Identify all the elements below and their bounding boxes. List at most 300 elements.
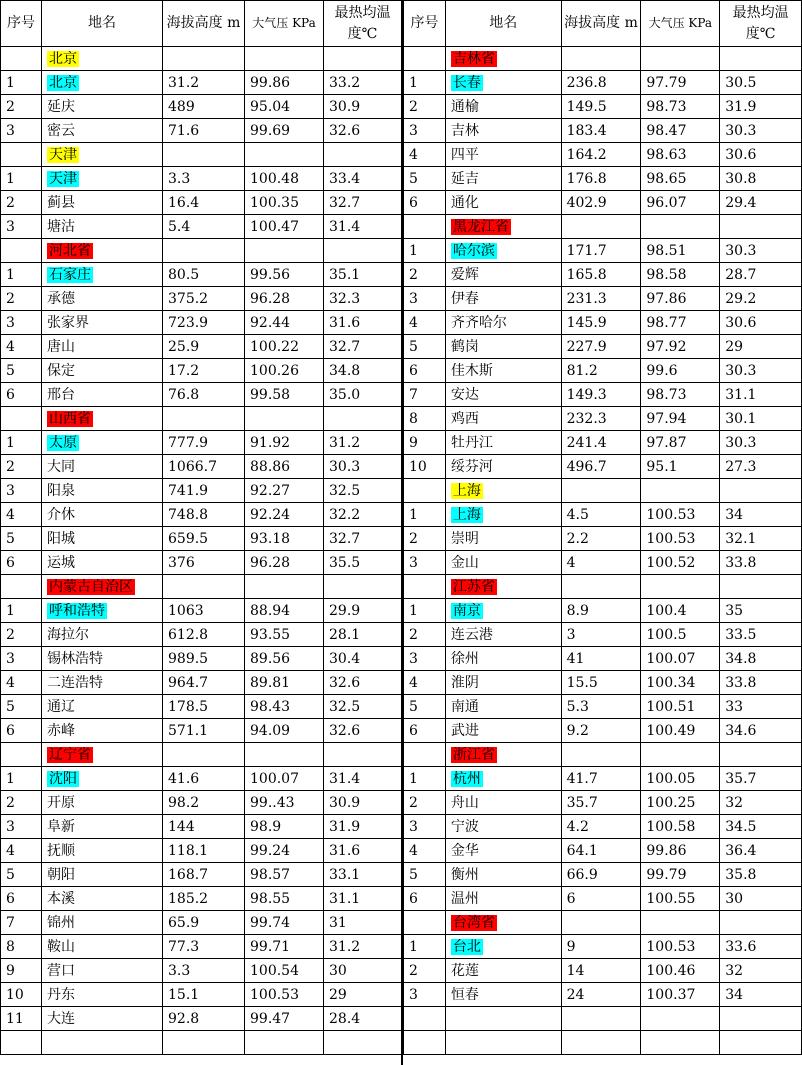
cell-text: 1 bbox=[6, 74, 15, 91]
cell-alt bbox=[163, 743, 245, 767]
cell-t bbox=[324, 551, 402, 575]
table-row bbox=[1, 1007, 402, 1031]
cell-p bbox=[641, 167, 720, 191]
cell-text: 花莲 bbox=[450, 962, 479, 979]
cell-alt bbox=[561, 887, 641, 911]
table-row bbox=[404, 119, 802, 143]
cell-p bbox=[245, 887, 324, 911]
cell-alt bbox=[163, 119, 245, 143]
cell-text: 96.28 bbox=[250, 554, 291, 571]
cell-t bbox=[720, 311, 802, 335]
cell-text: 185.2 bbox=[168, 890, 209, 907]
cell-text: 宁波 bbox=[450, 818, 479, 835]
region-header-row bbox=[404, 743, 802, 767]
cell-p bbox=[641, 383, 720, 407]
station-name bbox=[445, 959, 561, 983]
cell-p bbox=[245, 503, 324, 527]
cell-seq bbox=[1, 503, 42, 527]
cell-p bbox=[641, 911, 720, 935]
cell-seq bbox=[1, 647, 42, 671]
table-row bbox=[404, 767, 802, 791]
cell-seq bbox=[404, 95, 446, 119]
cell-alt bbox=[561, 791, 641, 815]
table-row bbox=[1, 167, 402, 191]
cell-alt bbox=[163, 335, 245, 359]
cell-t bbox=[720, 287, 802, 311]
station-name bbox=[445, 599, 561, 623]
cell-text: 31.4 bbox=[329, 770, 361, 787]
cell-alt bbox=[561, 815, 641, 839]
cell-t bbox=[720, 935, 802, 959]
blank-row bbox=[404, 1007, 802, 1031]
cell-text: 伊春 bbox=[450, 290, 479, 307]
cell-text: 35.7 bbox=[566, 794, 598, 811]
cell-t bbox=[324, 719, 402, 743]
region-header-row bbox=[1, 143, 402, 167]
cell-seq bbox=[1, 383, 42, 407]
station-name bbox=[42, 719, 163, 743]
cell-text: 100.48 bbox=[250, 170, 299, 187]
cell-text: 4 bbox=[566, 554, 576, 571]
cell-alt bbox=[561, 311, 641, 335]
cell-t bbox=[324, 575, 402, 599]
cell-text: 5.3 bbox=[566, 698, 589, 715]
cell-text: 32.7 bbox=[329, 338, 361, 355]
cell-text: 100.53 bbox=[646, 506, 696, 523]
station-name bbox=[445, 431, 561, 455]
station-name bbox=[42, 935, 163, 959]
cell-text: 31.1 bbox=[329, 890, 361, 907]
cell-text: 35.0 bbox=[329, 386, 361, 403]
station-name bbox=[445, 287, 561, 311]
cell-text: 5 bbox=[409, 170, 418, 187]
climate-table-left bbox=[0, 0, 402, 1055]
table-row bbox=[404, 791, 802, 815]
table-row bbox=[404, 647, 802, 671]
cell-alt bbox=[163, 695, 245, 719]
station-name bbox=[445, 359, 561, 383]
cell-alt bbox=[163, 479, 245, 503]
header-seq: 序号 bbox=[1, 1, 42, 47]
station-name bbox=[42, 839, 163, 863]
cell-text: 蓟县 bbox=[47, 194, 75, 211]
cell-text: 168.7 bbox=[168, 866, 209, 883]
cell-text: 4 bbox=[6, 842, 15, 859]
cell-text: 天津 bbox=[49, 170, 77, 187]
cell-p bbox=[641, 647, 720, 671]
cell-text: 98.2 bbox=[168, 794, 200, 811]
cell-text: 10 bbox=[409, 458, 427, 475]
cell-seq bbox=[404, 959, 446, 983]
cell-seq bbox=[404, 503, 446, 527]
table-row bbox=[404, 71, 802, 95]
cell-p bbox=[245, 767, 324, 791]
station-name bbox=[42, 911, 163, 935]
cell-text: 舟山 bbox=[450, 794, 479, 811]
cell-text: 山西省 bbox=[49, 410, 91, 427]
cell-p bbox=[641, 959, 720, 983]
cell-text: 95.04 bbox=[250, 98, 291, 115]
cell-text: 99.79 bbox=[646, 866, 687, 883]
cell-text: 748.8 bbox=[168, 506, 209, 523]
cell-text: 32.7 bbox=[329, 530, 361, 547]
station-name bbox=[42, 671, 163, 695]
table-row bbox=[1, 599, 402, 623]
cell-seq bbox=[404, 551, 446, 575]
cell-text: 2 bbox=[6, 290, 15, 307]
cell-text: 29.2 bbox=[725, 290, 757, 307]
cell-seq bbox=[404, 647, 446, 671]
station-name bbox=[42, 359, 163, 383]
cell-alt bbox=[163, 95, 245, 119]
cell-t bbox=[324, 935, 402, 959]
cell-alt bbox=[561, 95, 641, 119]
table-row bbox=[404, 935, 802, 959]
cell-text: 爱辉 bbox=[450, 266, 479, 283]
cell-seq bbox=[1, 575, 42, 599]
cell-text: 1 bbox=[6, 770, 15, 787]
cell-p bbox=[245, 455, 324, 479]
cell-text: 32.2 bbox=[329, 506, 361, 523]
cell-seq bbox=[404, 791, 446, 815]
cell-text: 145.9 bbox=[566, 314, 607, 331]
cell-text: 99.71 bbox=[250, 938, 291, 955]
cell-t bbox=[720, 839, 802, 863]
cell-seq bbox=[1, 191, 42, 215]
cell-text: 93.55 bbox=[250, 626, 291, 643]
cell-text: 塘沽 bbox=[47, 218, 75, 235]
cell-text: 100.07 bbox=[250, 770, 299, 787]
cell-t bbox=[720, 815, 802, 839]
cell-seq bbox=[1, 215, 42, 239]
cell-alt bbox=[561, 671, 641, 695]
cell-seq bbox=[404, 743, 446, 767]
cell-alt bbox=[561, 143, 641, 167]
cell-seq bbox=[404, 719, 446, 743]
station-name bbox=[445, 719, 561, 743]
cell-text: 88.86 bbox=[250, 458, 291, 475]
cell-text: 2 bbox=[409, 626, 418, 643]
cell-p bbox=[641, 863, 720, 887]
cell-t bbox=[324, 143, 402, 167]
cell-text: 97.94 bbox=[646, 410, 687, 427]
station-name bbox=[445, 623, 561, 647]
region-name bbox=[445, 743, 561, 767]
cell-t bbox=[720, 263, 802, 287]
cell-text: 64.1 bbox=[566, 842, 598, 859]
cell-text: 100.52 bbox=[646, 554, 696, 571]
table-row bbox=[404, 455, 802, 479]
cell-text: 30.3 bbox=[725, 122, 757, 139]
cell-text: 30.6 bbox=[725, 146, 757, 163]
cell-t bbox=[720, 911, 802, 935]
cell-text: 31.2 bbox=[168, 74, 200, 91]
cell-seq bbox=[1, 335, 42, 359]
cell-text: 100.05 bbox=[646, 770, 696, 787]
cell-alt bbox=[163, 719, 245, 743]
cell-text: 571.1 bbox=[168, 722, 209, 739]
table-row bbox=[1, 839, 402, 863]
cell-t bbox=[324, 599, 402, 623]
cell-p bbox=[641, 95, 720, 119]
cell-text: 阳城 bbox=[47, 530, 75, 547]
cell-text: 1 bbox=[6, 602, 15, 619]
cell-text: 80.5 bbox=[168, 266, 200, 283]
cell-t bbox=[324, 959, 402, 983]
cell-alt bbox=[163, 287, 245, 311]
cell-t bbox=[324, 743, 402, 767]
cell-alt bbox=[561, 215, 641, 239]
table-row bbox=[404, 431, 802, 455]
cell-t bbox=[324, 335, 402, 359]
cell-text: 唐山 bbox=[47, 338, 75, 355]
cell-text: 6 bbox=[6, 386, 15, 403]
cell-text: 3.3 bbox=[168, 170, 191, 187]
cell-t bbox=[324, 911, 402, 935]
cell-text: 31.2 bbox=[329, 938, 361, 955]
cell-p bbox=[641, 887, 720, 911]
region-name bbox=[42, 743, 163, 767]
cell-alt bbox=[561, 1031, 641, 1055]
cell-text: 92.24 bbox=[250, 506, 291, 523]
cell-seq bbox=[404, 455, 446, 479]
cell-text: 3 bbox=[409, 554, 418, 571]
station-name bbox=[42, 983, 163, 1007]
cell-p bbox=[641, 311, 720, 335]
cell-text: 3 bbox=[409, 122, 418, 139]
cell-text: 6 bbox=[566, 890, 576, 907]
cell-seq bbox=[404, 215, 446, 239]
cell-seq bbox=[404, 71, 446, 95]
cell-text: 32.6 bbox=[329, 122, 361, 139]
cell-p bbox=[641, 551, 720, 575]
cell-t bbox=[720, 983, 802, 1007]
cell-text: 97.79 bbox=[646, 74, 687, 91]
cell-text: 95.1 bbox=[646, 458, 678, 475]
cell-text: 32.6 bbox=[329, 674, 361, 691]
cell-text: 1066.7 bbox=[168, 458, 217, 475]
cell-text: 邢台 bbox=[47, 386, 75, 403]
cell-alt bbox=[561, 1007, 641, 1031]
cell-text: 31.4 bbox=[329, 218, 361, 235]
cell-text: 100.26 bbox=[250, 362, 299, 379]
station-name bbox=[42, 167, 163, 191]
cell-p bbox=[641, 575, 720, 599]
table-row bbox=[404, 335, 802, 359]
cell-text: 4 bbox=[409, 314, 418, 331]
station-name bbox=[42, 527, 163, 551]
cell-t bbox=[720, 335, 802, 359]
cell-text: 保定 bbox=[47, 362, 75, 379]
cell-seq bbox=[1, 455, 42, 479]
cell-p bbox=[641, 1031, 720, 1055]
cell-text: 34.8 bbox=[725, 650, 757, 667]
header-pressure: 大气压 KPa bbox=[245, 1, 324, 47]
cell-alt bbox=[561, 527, 641, 551]
cell-text: 97.87 bbox=[646, 434, 687, 451]
cell-text: 41 bbox=[566, 650, 585, 667]
table-row bbox=[404, 191, 802, 215]
cell-p bbox=[245, 215, 324, 239]
cell-p bbox=[641, 335, 720, 359]
cell-text: 32.6 bbox=[329, 722, 361, 739]
cell-p bbox=[245, 479, 324, 503]
cell-seq bbox=[1, 95, 42, 119]
cell-seq bbox=[1, 527, 42, 551]
cell-text: 4 bbox=[409, 674, 418, 691]
station-name bbox=[445, 239, 561, 263]
cell-text: 6 bbox=[6, 722, 15, 739]
table-row bbox=[1, 287, 402, 311]
cell-text: 227.9 bbox=[566, 338, 607, 355]
cell-text: 6 bbox=[409, 890, 418, 907]
cell-text: 延庆 bbox=[47, 98, 75, 115]
cell-alt bbox=[163, 623, 245, 647]
cell-text: 30.9 bbox=[329, 98, 361, 115]
cell-text: 30.3 bbox=[725, 362, 757, 379]
cell-alt bbox=[561, 119, 641, 143]
cell-alt bbox=[163, 359, 245, 383]
cell-text: 32 bbox=[725, 962, 744, 979]
cell-text: 3 bbox=[566, 626, 576, 643]
table-row bbox=[404, 239, 802, 263]
cell-p bbox=[245, 431, 324, 455]
table-row bbox=[1, 719, 402, 743]
station-name bbox=[445, 935, 561, 959]
table-row bbox=[1, 71, 402, 95]
cell-p bbox=[641, 791, 720, 815]
cell-text: 30.3 bbox=[329, 458, 361, 475]
cell-alt bbox=[163, 431, 245, 455]
cell-text: 4.2 bbox=[566, 818, 589, 835]
cell-seq bbox=[404, 167, 446, 191]
cell-text: 89.56 bbox=[250, 650, 291, 667]
cell-text: 31.6 bbox=[329, 842, 361, 859]
cell-text: 9 bbox=[409, 434, 418, 451]
cell-alt bbox=[561, 623, 641, 647]
cell-text: 太原 bbox=[49, 434, 77, 451]
cell-seq bbox=[404, 983, 446, 1007]
station-name bbox=[445, 791, 561, 815]
cell-text: 27.3 bbox=[725, 458, 757, 475]
station-name bbox=[445, 335, 561, 359]
station-name bbox=[445, 455, 561, 479]
cell-text: 89.81 bbox=[250, 674, 291, 691]
cell-t bbox=[324, 119, 402, 143]
cell-t bbox=[720, 503, 802, 527]
cell-seq bbox=[1, 551, 42, 575]
cell-text: 99.24 bbox=[250, 842, 291, 859]
table-row bbox=[1, 311, 402, 335]
cell-text: 7 bbox=[6, 914, 15, 931]
cell-text: 营口 bbox=[47, 962, 75, 979]
table-row bbox=[1, 695, 402, 719]
cell-text: 1 bbox=[409, 74, 418, 91]
station-name bbox=[42, 287, 163, 311]
cell-seq bbox=[404, 143, 446, 167]
cell-text: 92.27 bbox=[250, 482, 291, 499]
header-altitude: 海拔高度 m bbox=[163, 1, 245, 47]
cell-p bbox=[245, 1007, 324, 1031]
cell-t bbox=[324, 407, 402, 431]
climate-table-right bbox=[403, 0, 802, 1055]
cell-p bbox=[245, 119, 324, 143]
table-row bbox=[1, 551, 402, 575]
cell-text: 100.5 bbox=[646, 626, 687, 643]
station-name bbox=[445, 191, 561, 215]
cell-t bbox=[324, 191, 402, 215]
cell-text: 丹东 bbox=[47, 986, 75, 1003]
cell-alt bbox=[561, 719, 641, 743]
cell-p bbox=[641, 695, 720, 719]
cell-p bbox=[641, 239, 720, 263]
cell-seq bbox=[1, 935, 42, 959]
cell-t bbox=[324, 479, 402, 503]
cell-alt bbox=[163, 647, 245, 671]
cell-text: 黑龙江省 bbox=[452, 218, 509, 235]
cell-text: 28.7 bbox=[725, 266, 757, 283]
cell-text: 98.43 bbox=[250, 698, 291, 715]
cell-t bbox=[720, 767, 802, 791]
cell-text: 98.77 bbox=[646, 314, 687, 331]
cell-t bbox=[324, 95, 402, 119]
cell-text: 9 bbox=[6, 962, 15, 979]
cell-seq bbox=[1, 767, 42, 791]
table-row bbox=[1, 335, 402, 359]
table-row bbox=[404, 719, 802, 743]
cell-seq bbox=[404, 431, 446, 455]
cell-seq bbox=[404, 191, 446, 215]
station-name bbox=[445, 167, 561, 191]
cell-t bbox=[324, 1007, 402, 1031]
cell-text: 91.92 bbox=[250, 434, 291, 451]
cell-text: 99.58 bbox=[250, 386, 291, 403]
cell-t bbox=[324, 527, 402, 551]
cell-text: 375.2 bbox=[168, 290, 209, 307]
table-row bbox=[404, 839, 802, 863]
cell-p bbox=[245, 335, 324, 359]
cell-alt bbox=[163, 47, 245, 71]
cell-text: 97.86 bbox=[646, 290, 687, 307]
cell-p bbox=[641, 215, 720, 239]
cell-text: 绥芬河 bbox=[450, 458, 493, 475]
cell-seq bbox=[1, 599, 42, 623]
cell-text: 6 bbox=[6, 554, 15, 571]
cell-text: 232.3 bbox=[566, 410, 607, 427]
cell-text: 118.1 bbox=[168, 842, 209, 859]
cell-text: 阜新 bbox=[47, 818, 75, 835]
table-row bbox=[404, 887, 802, 911]
cell-text: 30.4 bbox=[329, 650, 361, 667]
cell-t bbox=[720, 887, 802, 911]
table-row bbox=[404, 863, 802, 887]
cell-t bbox=[720, 71, 802, 95]
station-name bbox=[445, 119, 561, 143]
cell-text: 28.4 bbox=[329, 1010, 361, 1027]
cell-alt bbox=[561, 47, 641, 71]
cell-text: 鞍山 bbox=[47, 938, 75, 955]
station-name bbox=[42, 455, 163, 479]
cell-text: 96.28 bbox=[250, 290, 291, 307]
cell-text: 31.9 bbox=[725, 98, 757, 115]
cell-text: 164.2 bbox=[566, 146, 607, 163]
cell-text: 3 bbox=[409, 650, 418, 667]
cell-text: 34.5 bbox=[725, 818, 757, 835]
cell-p bbox=[641, 143, 720, 167]
cell-text: 海拉尔 bbox=[47, 626, 89, 643]
cell-t bbox=[720, 671, 802, 695]
cell-text: 3 bbox=[6, 314, 15, 331]
